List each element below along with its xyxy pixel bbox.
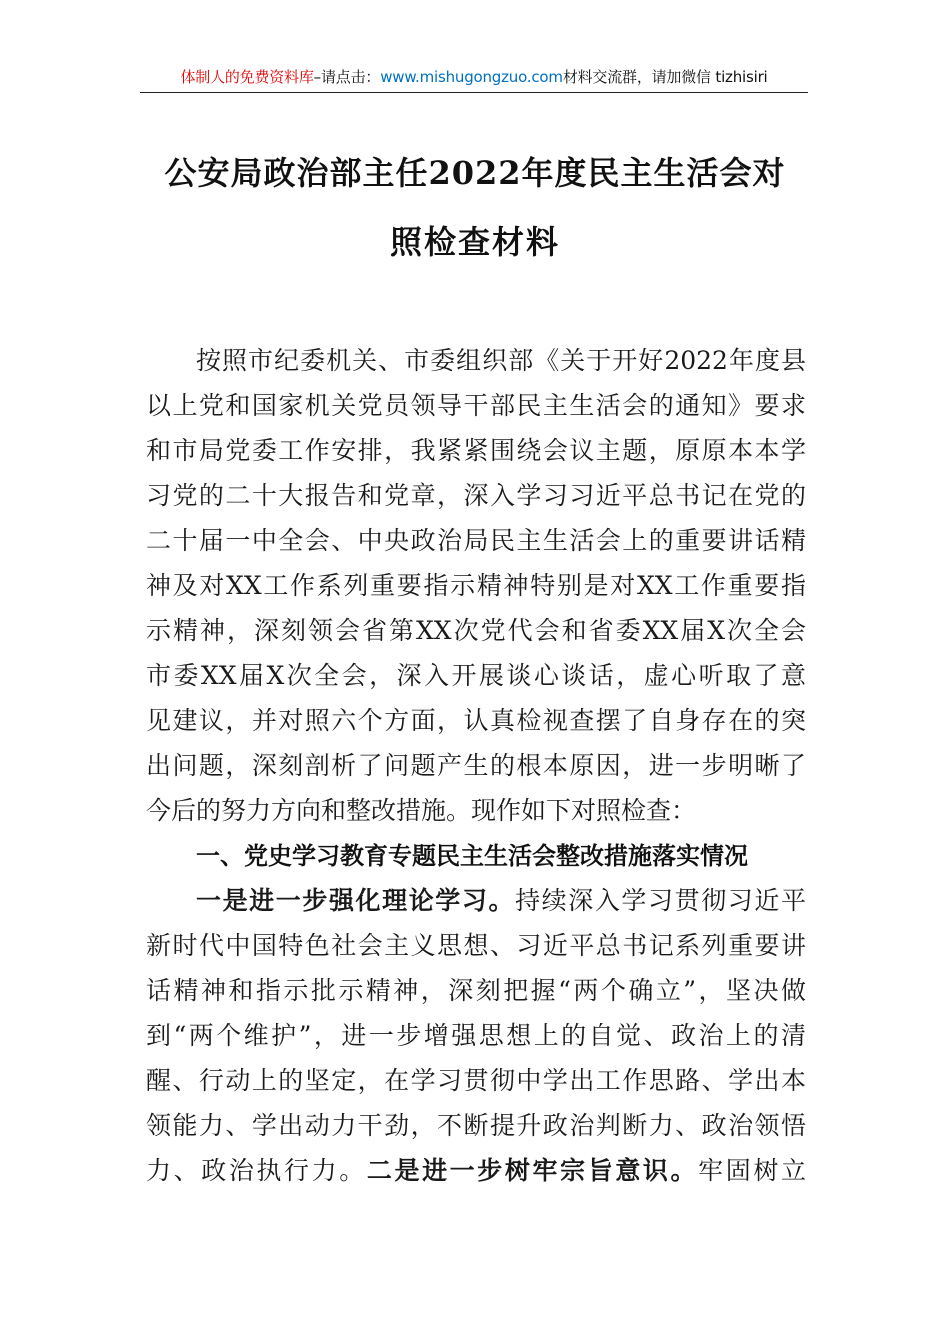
document-title-line-2: 照检查材料 <box>389 223 560 261</box>
section-1-line: 领能力、学出动力干劲，不断提升政治判断力、政治领悟 <box>146 1111 806 1140</box>
intro-line: 示精神，深刻领会省第XX次党代会和省委XX届X次全会 <box>146 616 806 645</box>
section-1-line: 醒、行动上的坚定，在学习贯彻中学出工作思路、学出本 <box>146 1066 806 1095</box>
header-contact: 材料交流群，请加微信 tizhisiri <box>562 68 768 86</box>
section-1-heading: 一、党史学习教育专题民主生活会整改措施落实情况 <box>196 842 748 870</box>
intro-line: 以上党和国家机关党员领导干部民主生活会的通知》要求 <box>146 391 806 420</box>
document-header <box>140 62 808 93</box>
intro-line: 出问题，深刻剖析了问题产生的根本原因，进一步明晰了 <box>146 751 806 780</box>
section-1-line: 到“两个维护”，进一步增强思想上的自觉、政治上的清 <box>146 1021 806 1050</box>
intro-line: 二十届一中全会、中央政治局民主生活会上的重要讲话精 <box>146 526 806 555</box>
point-2-text: 牢固树立 <box>698 1156 806 1185</box>
document-title-line-1: 公安局政治部主任2022年度民主生活会对 <box>164 154 786 192</box>
section-1-line: 话精神和指示批示精神，深刻把握“两个确立”，坚决做 <box>146 976 806 1005</box>
site-name: 体制人的免费资料库 <box>180 68 314 86</box>
intro-line: 神及对XX工作系列重要指示精神特别是对XX工作重要指 <box>146 571 806 600</box>
point-1-heading: 一是进一步强化理论学习。 <box>196 886 516 915</box>
intro-line: 习党的二十大报告和党章，深入学习习近平总书记在党的 <box>146 481 806 510</box>
point-1-end-text: 力、政治执行力。 <box>146 1156 367 1185</box>
point-1-text: 持续深入学习贯彻习近平 <box>515 886 806 915</box>
intro-line: 见建议，并对照六个方面，认真检视查摆了自身存在的突 <box>146 706 806 735</box>
section-1-line <box>196 885 806 917</box>
intro-line: 和市局党委工作安排，我紧紧围绕会议主题，原原本本学 <box>146 436 806 465</box>
section-1-line: 新时代中国特色社会主义思想、习近平总书记系列重要讲 <box>146 931 806 960</box>
intro-line: 按照市纪委机关、市委组织部《关于开好2022年度县 <box>196 346 806 375</box>
intro-line: 市委XX届X次全会，深入开展谈心谈话，虚心听取了意 <box>146 661 806 690</box>
section-1-line <box>146 1155 806 1187</box>
header-prompt: –请点击： <box>313 68 381 86</box>
point-2-heading: 二是进一步树牢宗旨意识。 <box>366 1156 699 1185</box>
intro-line: 今后的努力方向和整改措施。现作如下对照检查： <box>146 796 697 825</box>
site-url-link[interactable]: www.mishugongzuo.com <box>380 68 563 86</box>
